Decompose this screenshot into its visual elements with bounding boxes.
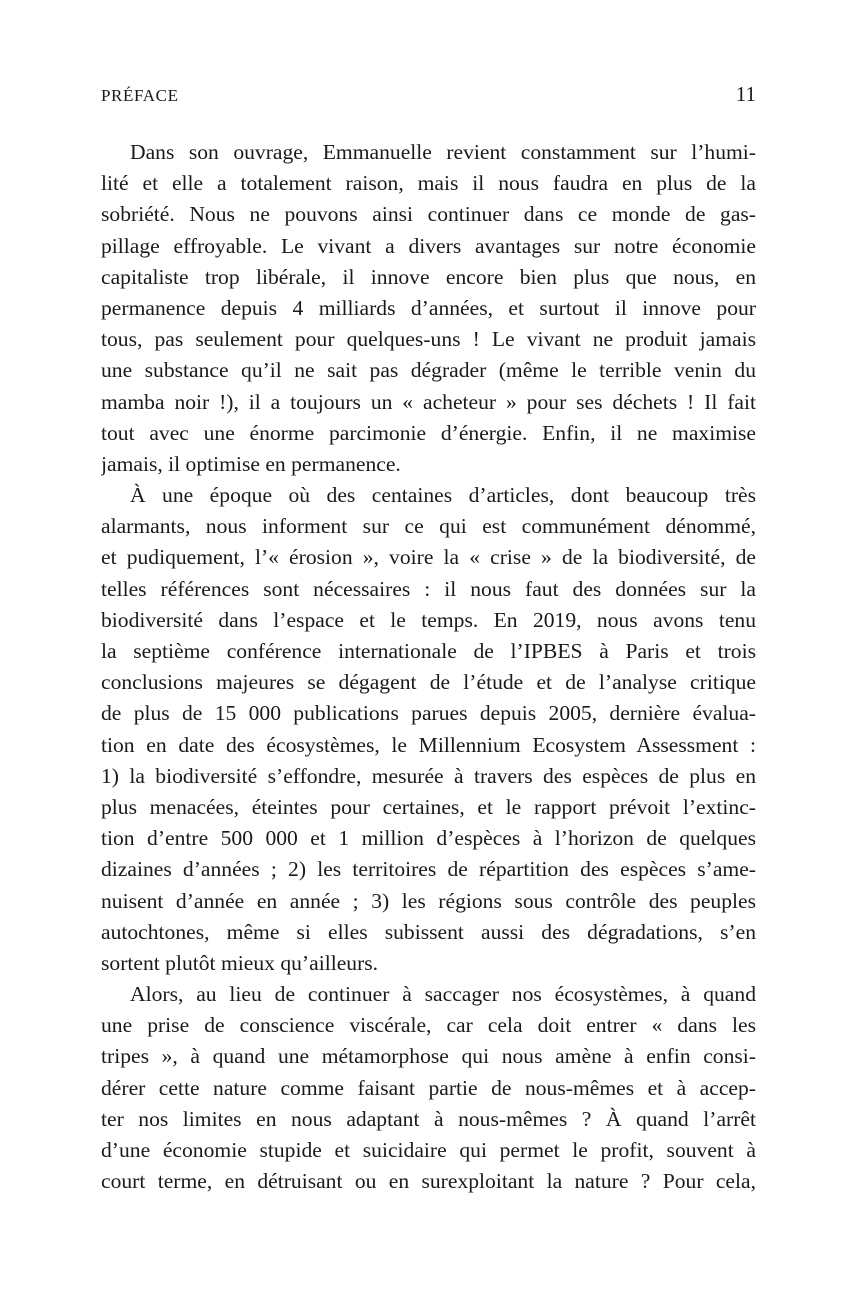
text-line: dérer cette nature comme faisant partie de nous-mêmes et à accep- — [101, 1075, 756, 1100]
text-line: conclusions majeures se dégagent de l’étude et de l’analyse critique — [101, 670, 756, 695]
text-line: tout avec une énorme parcimonie d’énergie. Enfin, il ne maximise — [101, 420, 756, 445]
paragraph — [101, 979, 756, 1197]
text-line: tion en date des écosystèmes, le Millennium Ecosystem Assessment : — [101, 732, 756, 757]
text-line: la septième conférence internationale de l’IPBES à Paris et trois — [101, 639, 756, 663]
text-line: alarmants, nous informent sur ce qui est communément dénommé, — [101, 514, 756, 539]
paragraph — [101, 137, 756, 480]
text-line: court terme, en détruisant ou en surexploitant la nature ? Pour cela, — [101, 1169, 756, 1194]
text-line: ter nos limites en nous adaptant à nous-mêmes ? À quand l’arrêt — [101, 1106, 756, 1131]
text-line: 1) la biodiversité s’effondre, mesurée à travers des espèces de plus en — [101, 763, 756, 788]
text-line: une prise de conscience viscérale, car cela doit entrer « dans les — [101, 1013, 756, 1038]
text-line: permanence depuis 4 milliards d’années, et surtout il innove pour — [101, 295, 756, 320]
text-line: Dans son ouvrage, Emmanuelle revient constamment sur l’humi- — [130, 140, 756, 164]
text-line: capitaliste trop libérale, il innove encore bien plus que nous, en — [101, 264, 756, 289]
text-line: telles références sont nécessaires : il nous faut des données sur la — [101, 576, 756, 601]
text-line: et pudiquement, l’« érosion », voire la « crise » de la biodiversité, de — [101, 545, 756, 570]
text-line: dizaines d’années ; 2) les territoires de répartition des espèces s’ame- — [101, 857, 756, 882]
text-line: autochtones, même si elles subissent aussi des dégradations, s’en — [101, 919, 756, 944]
text-line: biodiversité dans l’espace et le temps. En 2019, nous avons tenu — [101, 607, 756, 632]
text-line: sortent plutôt mieux qu’ailleurs. — [101, 950, 379, 975]
text-line: tripes », à quand une métamorphose qui nous amène à enfin consi- — [101, 1044, 756, 1069]
text-line: Alors, au lieu de continuer à saccager nos écosystèmes, à quand — [130, 982, 756, 1007]
text-line: pillage effroyable. Le vivant a divers avantages sur notre économie — [101, 233, 756, 258]
body-text — [101, 137, 756, 1197]
text-line: sobriété. Nous ne pouvons ainsi continuer dans ce monde de gas- — [101, 202, 756, 227]
text-line: de plus de 15 000 publications parues depuis 2005, dernière évalua- — [101, 701, 756, 726]
text-line: une substance qu’il ne sait pas dégrader (même le terrible venin du — [101, 358, 756, 383]
text-line: jamais, il optimise en permanence. — [101, 451, 401, 476]
text-line: À une époque où des centaines d’articles, dont beaucoup très — [130, 483, 756, 508]
text-line: nuisent d’année en année ; 3) les régions sous contrôle des peuples — [101, 888, 756, 913]
text-line: mamba noir !), il a toujours un « acheteur » pour ses déchets ! Il fait — [101, 389, 756, 414]
text-line: tion d’entre 500 000 et 1 million d’espèces à l’horizon de quelques — [101, 826, 756, 851]
running-head — [101, 80, 756, 110]
text-line: plus menacées, éteintes pour certaines, et le rapport prévoit l’extinc- — [101, 794, 756, 819]
text-line: lité et elle a totalement raison, mais il nous faudra en plus de la — [101, 171, 756, 196]
text-line: d’une économie stupide et suicidaire qui permet le profit, souvent à — [101, 1138, 756, 1162]
page-number: 11 — [735, 82, 756, 106]
running-title: PRÉFACE — [101, 86, 179, 105]
paragraph — [101, 480, 756, 979]
text-line: tous, pas seulement pour quelques-uns ! Le vivant ne produit jamais — [101, 327, 756, 352]
